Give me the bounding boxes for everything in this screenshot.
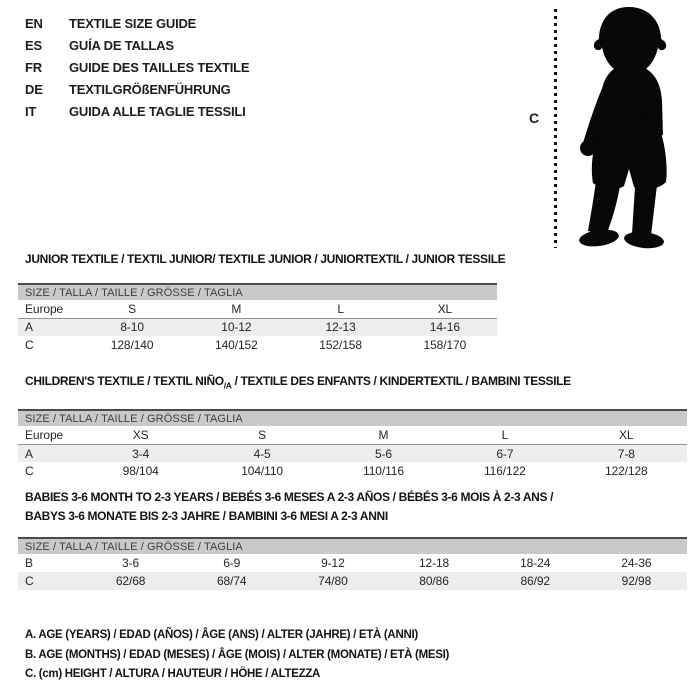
row-label-cell: C [25,574,34,588]
section-title-line [25,250,506,269]
value-cell: 116/122 [483,464,526,479]
height-measure-dotted-line [554,9,557,248]
language-code: DE [25,82,43,97]
value-cell: 6-9 [223,556,241,570]
value-cell: 80/86 [419,574,449,588]
row-label-cell: A [25,446,33,461]
language-code: FR [25,60,42,75]
size-header-cell: L [501,428,509,443]
children-textile-section [18,372,687,480]
table-row [18,444,687,462]
value-cell: 12-18 [418,556,450,570]
table-row [18,336,497,354]
size-header-cell: L [337,301,344,316]
title-text: JUNIOR TEXTILE / TEXTIL JUNIOR/ TEXTILE JUNIOR / JUNIORTEXTIL / JUNIOR TESSILE [25,252,506,266]
value-cell: 9-12 [321,556,345,570]
row-label-cell: C [25,338,34,352]
value-cell: 104/110 [241,464,283,479]
size-header-cell: XL [619,428,634,443]
legend-list [25,626,449,685]
value-cell: 18-24 [520,556,551,570]
value-cell: 122/128 [604,464,648,479]
language-row [25,79,249,101]
region-header-cell: Europe [25,428,64,443]
region-header-cell: Europe [25,301,64,316]
value-cell: 110/116 [363,464,404,479]
language-title: TEXTILE SIZE GUIDE [69,16,197,31]
value-cell: 10-12 [221,320,252,335]
row-label-cell: A [25,320,33,335]
value-cell: 140/152 [215,338,258,352]
table-row [18,554,687,572]
size-table-wrap [18,283,497,354]
value-cell: 152/158 [319,338,362,352]
language-code: IT [25,104,37,119]
value-cell: 62/68 [115,574,146,588]
size-header-cell: S [128,301,137,316]
value-cell: 98/104 [122,464,159,479]
value-cell: 74/80 [318,574,348,588]
table-row [18,318,497,336]
size-table [18,426,687,480]
size-header-bar: SIZE / TALLA / TAILLE / GRÖSSE / TAGLIA [18,283,497,300]
size-table [18,300,497,354]
title-text: CHILDREN'S TEXTILE / TEXTIL NIÑO [25,374,224,388]
language-title: GUIDE DES TAILLES TEXTILE [69,60,250,75]
table-row [18,572,687,590]
value-cell: 5-6 [374,446,392,461]
value-cell: 14-16 [429,320,460,335]
title-text: / TEXTILE DES ENFANTS / KINDERTEXTIL / BAMBINI TESSILE [231,374,571,388]
language-code: ES [25,38,42,53]
size-header-cell: XL [437,301,453,316]
value-cell: 3-4 [132,446,150,461]
size-header-bar: SIZE / TALLA / TAILLE / GRÖSSE / TAGLIA [18,409,687,426]
row-label-cell: B [25,556,33,570]
size-table [18,554,687,590]
value-cell: 92/98 [621,574,652,588]
row-label-cell: C [25,464,34,479]
table-header-row [18,300,497,318]
value-cell: 68/74 [216,574,247,588]
subscript-text: /A [223,380,232,391]
value-cell: 24-36 [621,556,652,570]
legend-line: A. AGE (YEARS) / EDAD (AÑOS) / ÂGE (ANS) / ALTER (JAHRE) / ETÀ (ANNI) [25,629,418,641]
section-title [25,250,506,269]
language-row [25,57,249,79]
babies-textile-section [18,488,687,590]
value-cell: 86/92 [520,574,550,588]
table-header-row [18,426,687,444]
value-cell: 158/170 [423,338,467,352]
value-cell: 6-7 [496,446,514,461]
language-list [25,13,249,123]
size-header-cell: M [378,428,389,443]
language-row [25,35,249,57]
section-title-line [25,507,687,526]
language-title: GUÍA DE TALLAS [69,38,174,53]
language-code: EN [25,16,43,31]
value-cell: 7-8 [617,446,635,461]
size-header-cell: M [231,301,242,316]
size-header-cell: XS [132,428,149,443]
toddler-silhouette-image [563,5,697,249]
language-title: TEXTILGRÖßENFÜHRUNG [69,82,231,97]
size-table-wrap [18,537,687,590]
value-cell: 128/140 [110,338,154,352]
value-cell: 12-13 [325,320,356,335]
section-title [25,488,687,526]
table-row [18,462,687,480]
section-title-line [25,488,687,507]
toddler-silhouette-icon [563,5,697,249]
legend-line: B. AGE (MONTHS) / EDAD (MESES) / ÂGE (MOIS) / ALTER (MONATE) / ETÀ (MESI) [25,648,450,661]
size-header-bar: SIZE / TALLA / TAILLE / GRÖSSE / TAGLIA [18,537,687,554]
height-measure-label: C [529,110,540,126]
size-table-wrap [18,409,687,480]
title-text: BABIES 3-6 MONTH TO 2-3 YEARS / BEBÉS 3-6 MESES A 2-3 AÑOS / BÉBÉS 3-6 MOIS À 2-3 ANS / [25,490,554,504]
language-row [25,101,249,123]
value-cell: 4-5 [253,446,271,461]
section-title [25,372,687,395]
junior-textile-section [18,250,506,354]
title-text: BABYS 3-6 MONATE BIS 2-3 JAHRE / BAMBINI 3-6 MESI A 2-3 ANNI [25,509,388,523]
language-row [25,13,249,35]
legend-line: C. (cm) HEIGHT / ALTURA / HAUTEUR / HÖHE / ALTEZZA [25,668,321,680]
value-cell: 3-6 [122,556,140,570]
language-title: GUIDA ALLE TAGLIE TESSILI [69,104,246,119]
section-title-line [25,372,687,395]
size-header-cell: S [258,428,267,443]
value-cell: 8-10 [120,320,144,335]
